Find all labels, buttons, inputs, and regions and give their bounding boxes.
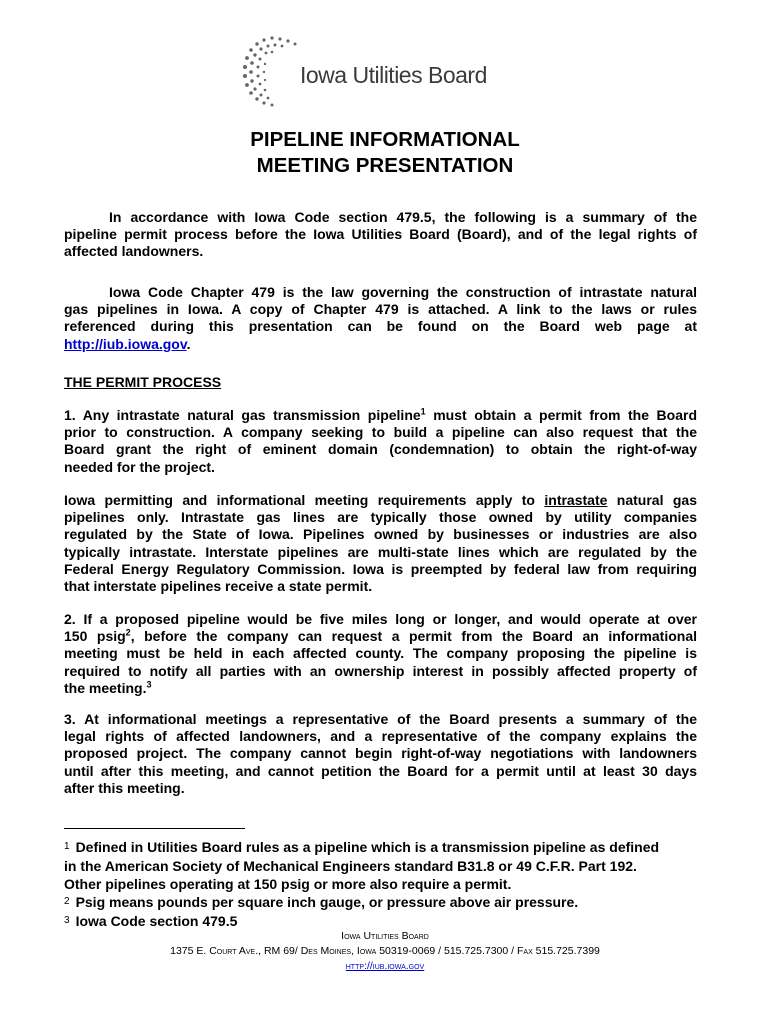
chapter-line-2: gas pipelines in Iowa. A copy of Chapter 479 is attached. A link to the laws or rules <box>64 301 697 318</box>
logo-dot-sphere-icon <box>242 32 302 112</box>
p3-line-3: meeting must be held in each affected county. The company proposing the pipeline is <box>64 645 697 662</box>
page-footer <box>0 929 770 974</box>
title-line-2: MEETING PRESENTATION <box>256 154 514 177</box>
board-web-link[interactable]: http://iub.iowa.gov <box>64 335 187 352</box>
footnote-2 <box>64 893 704 912</box>
p3-line-1: 2. If a proposed pipeline would be five miles long or longer, and would operate at over <box>64 611 697 627</box>
p2-line-4: typically intrastate. Interstate pipelines are multi-state lines which are regulated by the <box>64 543 697 560</box>
footnote-1 <box>64 838 704 894</box>
footer-address: 1375 E. Court Ave., RM 69/ Des Moines, Iowa 50319-0069 / 515.725.7300 / Fax 515.725.7399 <box>170 945 600 957</box>
chapter-line-3: referenced during this presentation can be found on the Board web page at <box>64 318 697 335</box>
p2-line-1b: natural gas <box>607 492 697 508</box>
footnote-1-line-1 <box>64 838 704 857</box>
intro-line-2: pipeline permit process before the Iowa Utilities Board (Board), and of the legal rights of <box>64 226 697 243</box>
p4-line-1: 3. At informational meetings a representative of the Board presents a summary of the <box>64 711 697 727</box>
p2-line-5: Federal Energy Regulatory Commission. Iowa is preempted by federal law from requiring <box>64 560 697 577</box>
permit-paragraph-4 <box>64 711 697 797</box>
footnote-3-text: Iowa Code section 479.5 <box>75 913 238 929</box>
chapter-paragraph <box>64 284 697 353</box>
p3-line-2a: 150 psig <box>64 628 126 645</box>
footnote-2-text: Psig means pounds per square inch gauge, or pressure above air pressure. <box>75 894 579 910</box>
footnote-1-text-a: Defined in Utilities Board rules as a pipeline which is a transmission pipeline as defined <box>75 839 660 855</box>
footnote-3 <box>64 912 704 931</box>
permit-paragraph-1 <box>64 407 697 476</box>
p2-line-6: that interstate pipelines receive a state permit. <box>64 578 373 595</box>
p1-line-3: Board grant the right of eminent domain (condemnation) to obtain the right-of-way <box>64 441 697 458</box>
chapter-line-4 <box>64 336 697 353</box>
p3-line-2 <box>64 628 697 645</box>
footnote-1-number: 1 <box>64 841 70 852</box>
p4-line-4: until after this meeting, and cannot petition the Board for a permit until at least 30 days <box>64 762 697 779</box>
iowa-utilities-board-logo <box>242 32 512 112</box>
p4-line-3: proposed project. The company cannot begin right-of-way negotiations with landowners <box>64 745 697 762</box>
p1-line-1 <box>64 407 697 424</box>
p1-line-1b: must obtain a permit from the Board <box>425 407 697 423</box>
footer-url-link[interactable]: http://iub.iowa.gov <box>345 960 425 972</box>
p1-line-1a: 1. Any intrastate natural gas transmission pipeline <box>64 407 421 423</box>
footnote-divider <box>64 828 245 829</box>
title-line-1: PIPELINE INFORMATIONAL <box>250 128 520 151</box>
footnote-3-number: 3 <box>64 915 70 926</box>
p1-line-2: prior to construction. A company seeking to build a pipeline can also request that the <box>64 424 697 441</box>
p4-line-2: legal rights of affected landowners, and a representative of the company explains the <box>64 728 697 745</box>
footnote-3-line <box>64 912 704 931</box>
p2-line-1 <box>64 492 697 509</box>
intro-paragraph <box>64 209 697 261</box>
footer-url-wrap <box>0 959 770 974</box>
intrastate-underlined: intrastate <box>544 492 608 508</box>
intro-line-1: In accordance with Iowa Code section 479.5, the following is a summary of the <box>109 209 697 225</box>
footnote-ref-1: 1 <box>420 406 426 417</box>
chapter-line-1: Iowa Code Chapter 479 is the law governing the construction of intrastate natural <box>109 284 697 300</box>
footnote-ref-2: 2 <box>125 627 131 638</box>
permit-paragraph-2 <box>64 492 697 595</box>
page-title <box>0 127 770 179</box>
footnote-2-number: 2 <box>64 896 70 907</box>
permit-paragraph-3 <box>64 611 697 697</box>
logo-wordmark: Iowa Utilities Board <box>300 62 487 88</box>
p3-line-2b: , before the company can request a permit from the Board an informational <box>130 628 697 645</box>
section-heading-permit-process: THE PERMIT PROCESS <box>64 374 222 390</box>
p4-line-5: after this meeting. <box>64 779 185 796</box>
p3-line-5 <box>64 680 697 697</box>
footnote-1-line-2: in the American Society of Mechanical Engineers standard B31.8 or 49 C.F.R. Part 192. <box>64 857 637 874</box>
p2-line-2: pipelines only. Intrastate gas lines are typically those owned by utility companies <box>64 509 697 526</box>
footer-org: Iowa Utilities Board <box>341 930 429 942</box>
p1-line-4: needed for the project. <box>64 458 215 475</box>
footnote-ref-3: 3 <box>146 679 152 690</box>
intro-line-3: affected landowners. <box>64 243 204 260</box>
p2-line-1a: Iowa permitting and informational meeting requirements apply to <box>64 492 545 508</box>
p3-line-5-text: the meeting. <box>64 679 147 696</box>
p2-line-3: regulated by the State of Iowa. Pipelines owned by businesses or industries are also <box>64 526 697 543</box>
footnote-2-line <box>64 893 704 912</box>
footnote-1-line-3: Other pipelines operating at 150 psig or more also require a permit. <box>64 876 512 892</box>
p3-line-4: required to notify all parties with an ownership interest in possibly affected property of <box>64 662 697 679</box>
chapter-period: . <box>186 335 191 352</box>
